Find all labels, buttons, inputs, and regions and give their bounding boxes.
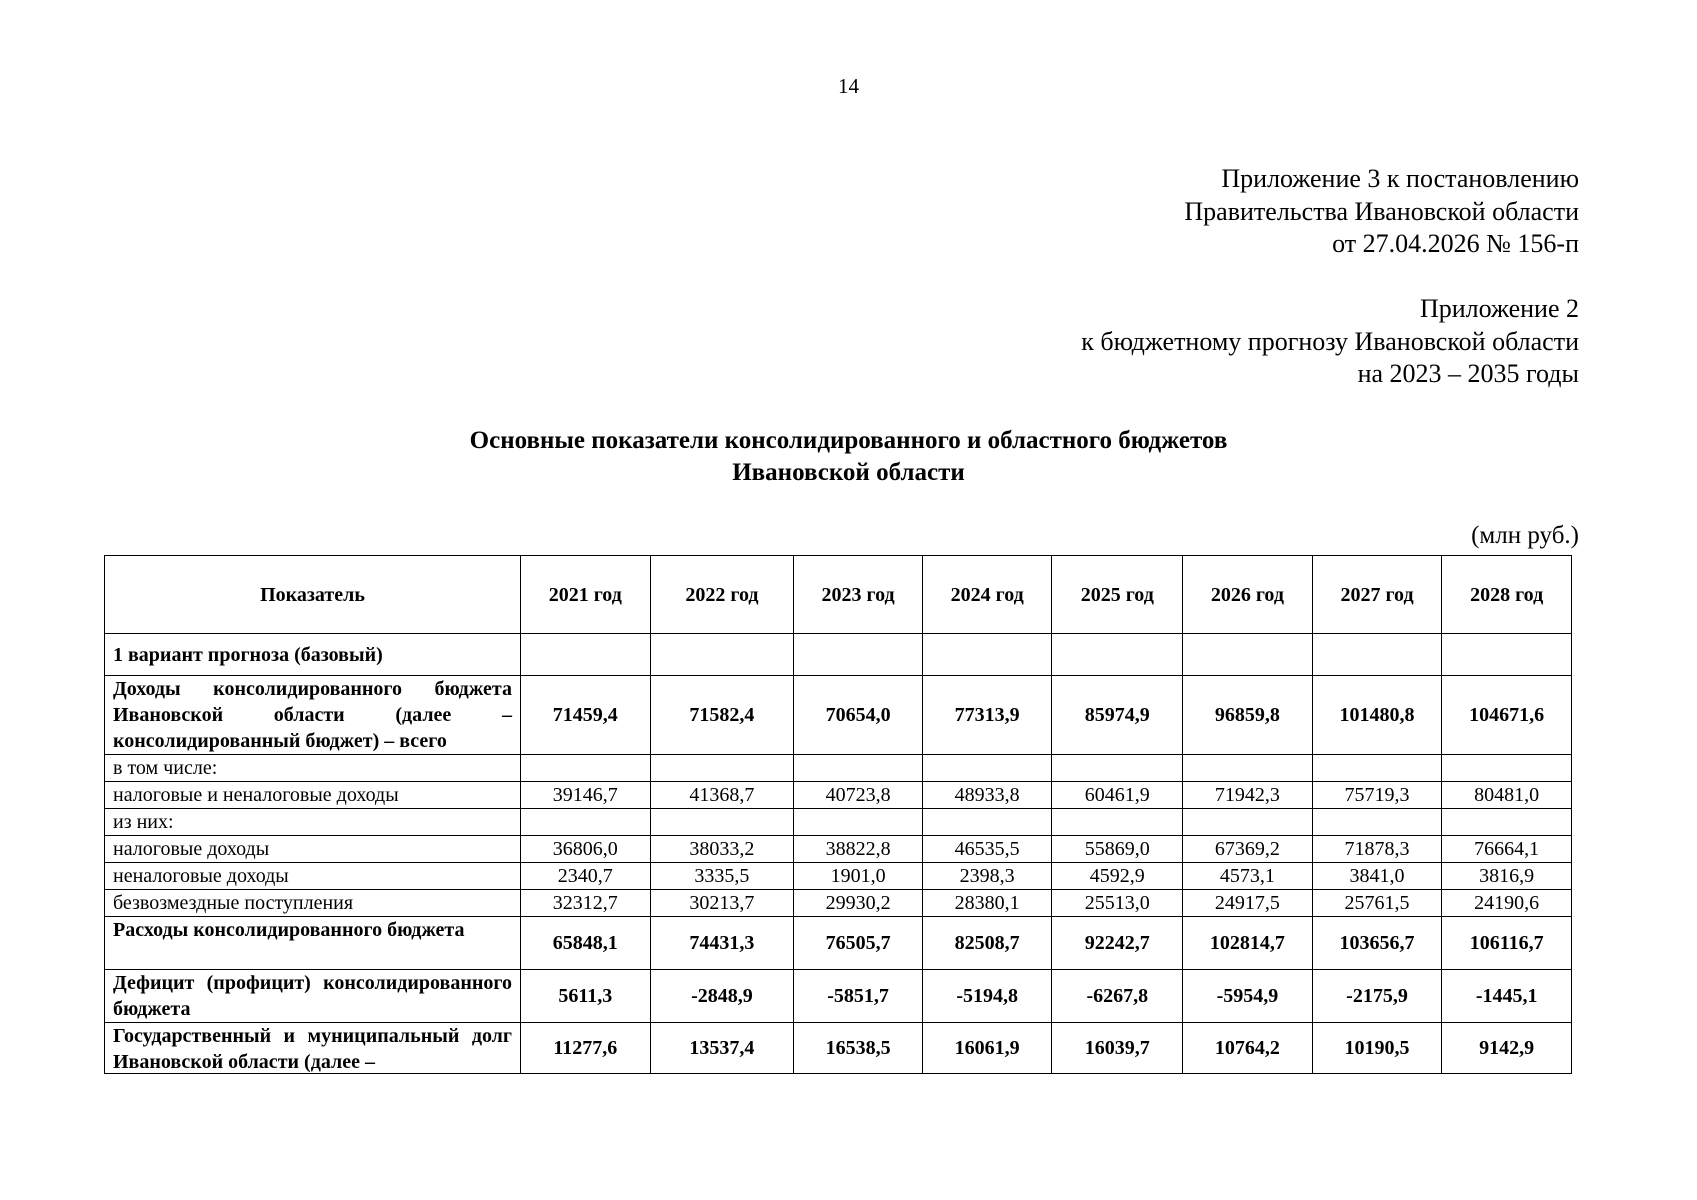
cell-value: 48933,8 bbox=[922, 782, 1052, 809]
cell-value: 106116,7 bbox=[1442, 917, 1572, 970]
cell-value bbox=[1312, 634, 1442, 676]
cell-value bbox=[650, 755, 794, 782]
header-year: 2025 год bbox=[1052, 556, 1183, 634]
cell-value: 82508,7 bbox=[922, 917, 1052, 970]
header-year: 2022 год bbox=[650, 556, 794, 634]
cell-value bbox=[650, 634, 794, 676]
cell-value: -5851,7 bbox=[794, 970, 923, 1023]
cell-value bbox=[794, 809, 923, 836]
cell-value: 38822,8 bbox=[794, 836, 923, 863]
cell-value: -5954,9 bbox=[1183, 970, 1313, 1023]
cell-value: 32312,7 bbox=[520, 890, 650, 917]
cell-value bbox=[520, 809, 650, 836]
cell-value: 3841,0 bbox=[1312, 863, 1442, 890]
cell-value: 60461,9 bbox=[1052, 782, 1183, 809]
appendix-main-heading bbox=[1184, 163, 1579, 261]
row-label: безвозмездные поступления bbox=[105, 890, 521, 917]
header-year: 2023 год bbox=[794, 556, 923, 634]
cell-value bbox=[1052, 755, 1183, 782]
row-label: в том числе: bbox=[105, 755, 521, 782]
row-label-text: Государственный и муниципальный долг Ивановской области (далее – bbox=[113, 1025, 512, 1073]
header-year: 2026 год bbox=[1183, 556, 1313, 634]
header-indicator: Показатель bbox=[105, 556, 521, 634]
row-label: Дефицит (профицит) консолидированного бюджета bbox=[105, 970, 521, 1023]
cell-value: 80481,0 bbox=[1442, 782, 1572, 809]
appendix-sub-line2: к бюджетному прогнозу Ивановской области bbox=[1081, 326, 1579, 356]
appendix-main-line2: Правительства Ивановской области bbox=[1184, 196, 1579, 226]
table-row bbox=[105, 634, 1572, 676]
cell-value: 4592,9 bbox=[1052, 863, 1183, 890]
cell-value: 70654,0 bbox=[794, 676, 923, 755]
cell-value bbox=[1052, 634, 1183, 676]
document-title-line1: Основные показатели консолидированного и областного бюджетов bbox=[469, 427, 1228, 454]
page-number: 14 bbox=[838, 74, 859, 98]
cell-value: 76664,1 bbox=[1442, 836, 1572, 863]
cell-value: 71459,4 bbox=[520, 676, 650, 755]
table-row bbox=[105, 863, 1572, 890]
header-year: 2021 год bbox=[520, 556, 650, 634]
cell-value: 102814,7 bbox=[1183, 917, 1313, 970]
cell-value bbox=[1052, 809, 1183, 836]
cell-value: 3816,9 bbox=[1442, 863, 1572, 890]
cell-value: 39146,7 bbox=[520, 782, 650, 809]
cell-value: 71942,3 bbox=[1183, 782, 1313, 809]
row-label: из них: bbox=[105, 809, 521, 836]
cell-value bbox=[520, 755, 650, 782]
cell-value bbox=[1442, 755, 1572, 782]
cell-value: -1445,1 bbox=[1442, 970, 1572, 1023]
cell-value: 74431,3 bbox=[650, 917, 794, 970]
appendix-sub-line3: на 2023 – 2035 годы bbox=[1357, 359, 1579, 388]
table-row bbox=[105, 1023, 1572, 1074]
appendix-main-line3: от 27.04.2026 № 156-п bbox=[1332, 229, 1579, 258]
cell-value: 24917,5 bbox=[1183, 890, 1313, 917]
cell-value: 41368,7 bbox=[650, 782, 794, 809]
cell-value: 85974,9 bbox=[1052, 676, 1183, 755]
cell-value: 10764,2 bbox=[1183, 1023, 1313, 1074]
row-label: неналоговые доходы bbox=[105, 863, 521, 890]
cell-value: 67369,2 bbox=[1183, 836, 1313, 863]
cell-value bbox=[520, 634, 650, 676]
document-title-line2: Ивановской области bbox=[732, 459, 965, 486]
unit-label: (млн руб.) bbox=[1471, 522, 1579, 549]
header-year: 2028 год bbox=[1442, 556, 1572, 634]
cell-value: 16061,9 bbox=[922, 1023, 1052, 1074]
cell-value: 104671,6 bbox=[1442, 676, 1572, 755]
cell-value: 38033,2 bbox=[650, 836, 794, 863]
cell-value: 25761,5 bbox=[1312, 890, 1442, 917]
header-year: 2027 год bbox=[1312, 556, 1442, 634]
cell-value: 25513,0 bbox=[1052, 890, 1183, 917]
cell-value: 16039,7 bbox=[1052, 1023, 1183, 1074]
table-row bbox=[105, 917, 1572, 970]
cell-value: 36806,0 bbox=[520, 836, 650, 863]
row-label: 1 вариант прогноза (базовый) bbox=[105, 634, 521, 676]
cell-value: 75719,3 bbox=[1312, 782, 1442, 809]
appendix-main-line1: Приложение 3 к постановлению bbox=[1221, 164, 1579, 193]
row-label: Расходы консолидированного бюджета bbox=[105, 917, 521, 970]
table-row bbox=[105, 809, 1572, 836]
budget-indicators-table bbox=[104, 555, 1572, 1074]
table-row bbox=[105, 970, 1572, 1023]
cell-value bbox=[794, 634, 923, 676]
cell-value: 40723,8 bbox=[794, 782, 923, 809]
cell-value: 5611,3 bbox=[520, 970, 650, 1023]
cell-value: 2340,7 bbox=[520, 863, 650, 890]
table-row bbox=[105, 782, 1572, 809]
cell-value: -2848,9 bbox=[650, 970, 794, 1023]
cell-value: 71878,3 bbox=[1312, 836, 1442, 863]
cell-value bbox=[1442, 634, 1572, 676]
cell-value: 4573,1 bbox=[1183, 863, 1313, 890]
cell-value: 16538,5 bbox=[794, 1023, 923, 1074]
cell-value: -2175,9 bbox=[1312, 970, 1442, 1023]
cell-value: -5194,8 bbox=[922, 970, 1052, 1023]
cell-value: 1901,0 bbox=[794, 863, 923, 890]
cell-value: -6267,8 bbox=[1052, 970, 1183, 1023]
row-label: налоговые и неналоговые доходы bbox=[105, 782, 521, 809]
appendix-sub-heading bbox=[1081, 293, 1579, 391]
cell-value bbox=[650, 809, 794, 836]
cell-value bbox=[922, 809, 1052, 836]
appendix-sub-line1: Приложение 2 bbox=[1419, 294, 1579, 323]
cell-value: 92242,7 bbox=[1052, 917, 1183, 970]
cell-value bbox=[794, 755, 923, 782]
cell-value: 10190,5 bbox=[1312, 1023, 1442, 1074]
table-row bbox=[105, 890, 1572, 917]
header-year: 2024 год bbox=[922, 556, 1052, 634]
cell-value bbox=[1312, 809, 1442, 836]
cell-value: 96859,8 bbox=[1183, 676, 1313, 755]
row-label: Доходы консолидированного бюджета Ивановской области (далее – консолидированный бюджет) – всего bbox=[105, 676, 521, 755]
cell-value: 65848,1 bbox=[520, 917, 650, 970]
table-row bbox=[105, 836, 1572, 863]
cell-value: 24190,6 bbox=[1442, 890, 1572, 917]
cell-value bbox=[1183, 809, 1313, 836]
cell-value: 71582,4 bbox=[650, 676, 794, 755]
cell-value: 103656,7 bbox=[1312, 917, 1442, 970]
table-header-row bbox=[105, 556, 1572, 634]
cell-value: 3335,5 bbox=[650, 863, 794, 890]
cell-value bbox=[922, 634, 1052, 676]
cell-value: 2398,3 bbox=[922, 863, 1052, 890]
cell-value bbox=[1183, 755, 1313, 782]
cell-value bbox=[1312, 755, 1442, 782]
table-row bbox=[105, 755, 1572, 782]
document-title bbox=[0, 425, 1697, 489]
cell-value: 28380,1 bbox=[922, 890, 1052, 917]
cell-value: 11277,6 bbox=[520, 1023, 650, 1074]
table-row bbox=[105, 676, 1572, 755]
cell-value: 9142,9 bbox=[1442, 1023, 1572, 1074]
cell-value: 77313,9 bbox=[922, 676, 1052, 755]
cell-value: 76505,7 bbox=[794, 917, 923, 970]
cell-value: 13537,4 bbox=[650, 1023, 794, 1074]
cell-value bbox=[1183, 634, 1313, 676]
cell-value: 46535,5 bbox=[922, 836, 1052, 863]
row-label: налоговые доходы bbox=[105, 836, 521, 863]
cell-value: 30213,7 bbox=[650, 890, 794, 917]
cell-value bbox=[1442, 809, 1572, 836]
cell-value: 55869,0 bbox=[1052, 836, 1183, 863]
row-label bbox=[105, 1023, 521, 1074]
cell-value bbox=[922, 755, 1052, 782]
cell-value: 101480,8 bbox=[1312, 676, 1442, 755]
cell-value: 29930,2 bbox=[794, 890, 923, 917]
